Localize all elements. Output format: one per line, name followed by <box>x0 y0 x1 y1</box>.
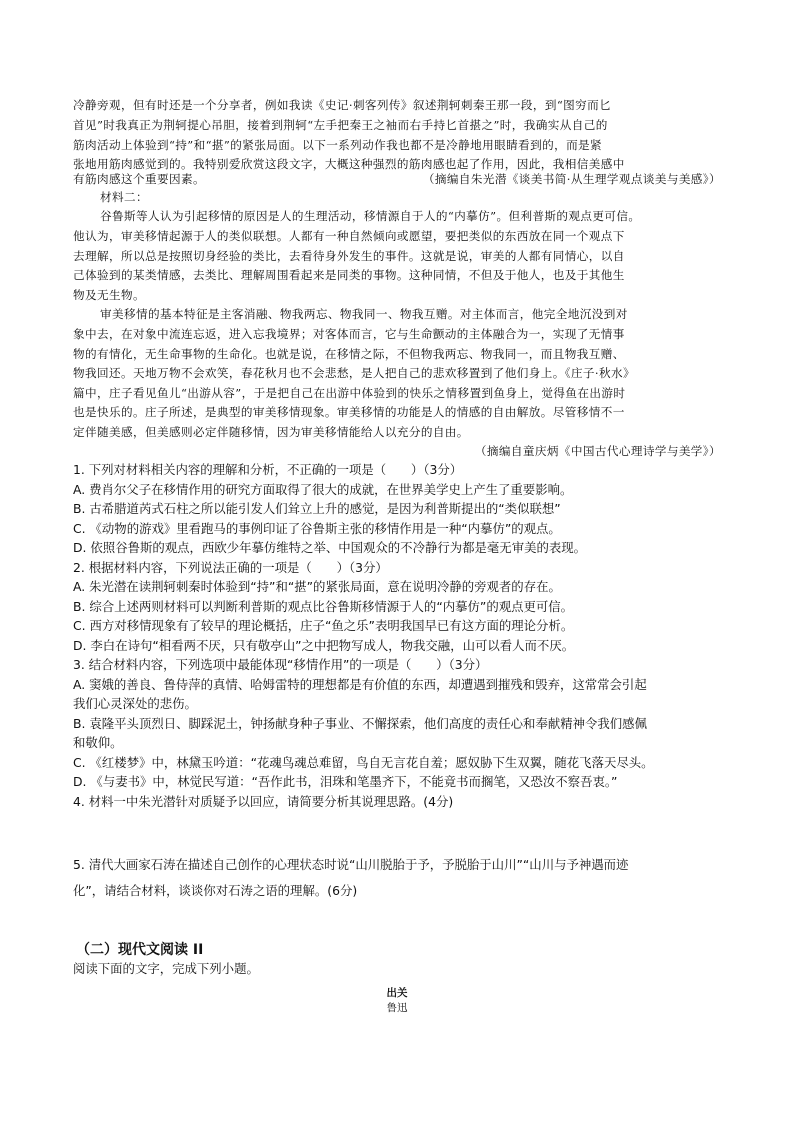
question-3-option-d: D. 《与妻书》中，林觉民写道：“吾作此书，泪珠和笔墨齐下，不能竟书而搁笔，又恐汝不察吾衷。” <box>73 774 618 789</box>
question-2-option-c: C. 西方对移情现象有了较早的理论概括，庄子“鱼之乐”表明我国早已有这方面的理论分析。 <box>73 618 574 633</box>
question-5-stem: 5. 清代大画家石涛在描述自己创作的心理状态时说“山川脱胎于予，予脱胎于山川”“山川与予神遇而迹 <box>73 857 629 872</box>
question-3-option-a-cont: 我们心灵深处的悲伤。 <box>73 696 197 711</box>
question-1-option-d: D. 依照谷鲁斯的观点，西欧少年摹仿维特之举、中国观众的不冷静行为都是毫无审美的表现。 <box>73 540 587 555</box>
passage-2-line: 物我回还。天地万物不会欢笑，春花秋月也不会悲愁，是人把自己的悲欢移置到了他们身上。《庄子·秋水》 <box>73 366 635 380</box>
passage-2-line: 谷鲁斯等人认为引起移情的原因是人的生理活动，移情源自于人的“内摹仿”。但利普斯的观点更可信。 <box>100 209 641 223</box>
passage-1-line: 有筋肉感这个重要因素。 <box>73 172 205 186</box>
question-1-stem: 1. 下列对材料相关内容的理解和分析，不正确的一项是（ ）（3分） <box>73 462 463 477</box>
question-1-option-b: B. 古希腊道芮式石柱之所以能引发人们耸立上升的感觉，是因为利普斯提出的“类似联想” <box>73 501 561 516</box>
passage-2-line: 物及无生物。 <box>73 288 145 302</box>
passage-1-line: 筋肉活动上体验到“持”和“揕”的紧张局面。以下一系列动作我也都不是冷静地用眼睛看到的，而是紧 <box>73 138 603 152</box>
passage-1-line: 首见”时我真正为荆轲提心吊胆，接着到荆轲“左手把秦王之袖而右手持匕首揕之”时，我确实从自己的 <box>73 118 608 132</box>
question-3-stem: 3. 结合材料内容，下列选项中最能体现“移情作用”的一项是（ ）（3分） <box>73 657 488 672</box>
passage-2-line: 去理解，所以总是按照切身经验的类比，去看待身外发生的事件。这就是说，审美的人都有同情心，以自 <box>73 249 625 263</box>
passage-2-line: 篇中，庄子看见鱼儿“出游从容”，于是把自己在出游中体验到的快乐之情移置到鱼身上，觉得鱼在出游时 <box>73 386 626 400</box>
question-3-option-b: B. 袁隆平头顶烈日、脚踩泥土，钟扬献身种子事业、不懈探索，他们高度的责任心和奉献精神令我们感佩 <box>73 716 647 731</box>
question-2-option-a: A. 朱光潜在读荆轲刺秦时体验到“持”和“揕”的紧张局面，意在说明冷静的旁观者的存在。 <box>73 579 561 594</box>
question-3-option-c: C. 《红楼梦》中，林黛玉吟道：“花魂鸟魂总难留，鸟自无言花自羞；愿奴胁下生双翼，随花飞落天尽头。 <box>73 755 654 770</box>
question-1-option-c: C. 《动物的游戏》里看跑马的事例印证了谷鲁斯主张的移情作用是一种“内摹仿”的观点。 <box>73 521 561 536</box>
question-5-stem-cont: 化”，请结合材料，谈谈你对石涛之语的理解。(6分) <box>73 883 358 898</box>
question-3-option-a: A. 窦娥的善良、鲁侍萍的真情、哈姆雷特的理想都是有价值的东西，却遭遇到摧残和毁弃，这常常会引起 <box>73 677 647 692</box>
passage-1-source: （摘编自朱光潜《谈美书简·从生理学观点谈美与美感》） <box>422 172 721 186</box>
question-2-option-b: B. 综合上述两则材料可以判断利普斯的观点比谷鲁斯移情源于人的“内摹仿”的观点更可信。 <box>73 599 574 614</box>
passage-2-line: 审美移情的基本特征是主客消融、物我两忘、物我同一、物我互赠。对主体而言，他完全地沉没到对 <box>100 307 628 321</box>
material-2-label: 材料二： <box>100 190 148 204</box>
question-4-stem: 4. 材料一中朱光潜针对质疑予以回应，请简要分析其说理思路。(4分) <box>73 794 454 809</box>
passage-2-line: 己体验到的某类情感，去类比、理解周围看起来是同类的事物。这种同情，不但及于他人，也及于其他生 <box>73 268 625 282</box>
section-2-instruction: 阅读下面的文字，完成下列小题。 <box>73 961 259 976</box>
passage-2-line: 也是快乐的。庄子所述，是典型的审美移情现象。审美移情的功能是人的情感的自由解放。尽管移情不一 <box>73 405 625 419</box>
passage-2-line: 他认为，审美移情起源于人的类似联想。人都有一种自然倾向或愿望，要把类似的东西放在同一个观点下 <box>73 229 625 243</box>
passage-2-line: 物的有情化，无生命事物的生命化。也就是说，在移情之际，不但物我两忘、物我同一，而且物我互赠、 <box>73 347 625 361</box>
story-author: 鲁迅 <box>386 1002 408 1014</box>
passage-2-source: （摘编自童庆炳《中国古代心理诗学与美学》） <box>474 444 721 458</box>
question-2-stem: 2. 根据材料内容，下列说法正确的一项是（ ）（3分） <box>73 560 388 575</box>
section-2-title: （二）现代文阅读 II <box>76 942 204 958</box>
question-2-option-d: D. 李白在诗句“相看两不厌，只有敬亭山”之中把物写成人，物我交融，山可以看人而不厌。 <box>73 638 575 653</box>
passage-2-line: 定伴随美感，但美感则必定伴随移情，因为审美移情能给人以充分的自由。 <box>73 425 469 439</box>
passage-1-line: 冷静旁观，但有时还是一个分享者，例如我读《史记·刺客列传》叙述荆轲刺秦王那一段，到“图穷而匕 <box>73 98 612 112</box>
question-3-option-b-cont: 和敬仰。 <box>73 735 123 750</box>
passage-1-line: 张地用筋肉感觉到的。我特别爱欣赏这段文字，大概这种强烈的筋肉感也起了作用，因此，我相信美感中 <box>73 157 625 171</box>
passage-2-line: 象中去，在对象中流连忘返，进入忘我境界；对客体而言，它与生命颤动的主体融合为一，实现了无情事 <box>73 327 625 341</box>
story-title: 出关 <box>386 987 408 999</box>
question-1-option-a: A. 费肖尔父子在移情作用的研究方面取得了很大的成就，在世界美学史上产生了重要影响。 <box>73 482 573 497</box>
